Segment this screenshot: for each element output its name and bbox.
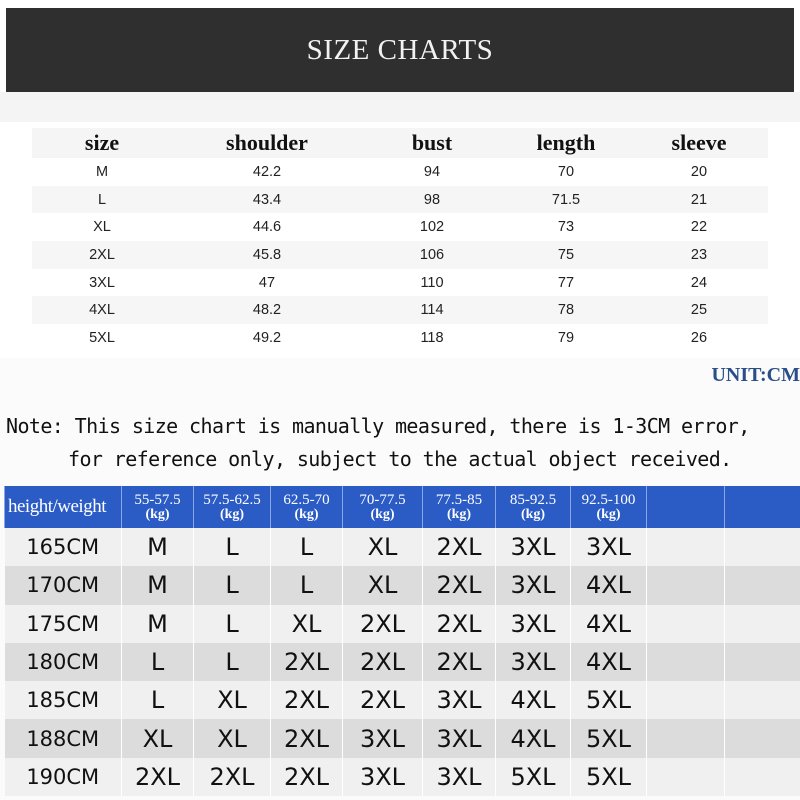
note-line-1: Note: This size chart is manually measured, there is 1-3CM error, xyxy=(6,414,750,438)
empty-cell xyxy=(725,566,800,604)
height-row xyxy=(5,719,800,757)
height-label: 190CM xyxy=(5,758,122,796)
size-cell: 77 xyxy=(557,274,575,291)
height-row xyxy=(5,566,800,604)
weight-range-label: 77.5-85 xyxy=(435,491,483,508)
weight-range-label: 62.5-70 xyxy=(283,491,330,508)
recommended-size-cell: 5XL xyxy=(571,681,647,719)
recommended-size-cell: 4XL xyxy=(571,643,647,681)
size-measurement-table xyxy=(32,128,768,352)
recommended-size-cell: L xyxy=(122,643,194,681)
recommended-size-cell: 4XL xyxy=(496,719,571,757)
recommended-size-cell: L xyxy=(122,681,194,719)
size-cell: 73 xyxy=(557,219,575,236)
empty-cell xyxy=(647,681,725,719)
size-cell: 78 xyxy=(502,296,630,324)
recommended-size-cell: 2XL xyxy=(343,681,423,719)
height-weight-header: height/weight xyxy=(5,486,122,528)
empty-cell xyxy=(725,643,800,681)
column-header: sleeve xyxy=(630,128,768,158)
empty-cell xyxy=(647,605,725,643)
size-cell: 106 xyxy=(362,241,502,269)
recommended-size-cell: L xyxy=(194,566,271,604)
recommended-size-cell: 3XL xyxy=(423,681,496,719)
recommended-size-cell: 5XL xyxy=(571,719,647,757)
recommended-size-cell: L xyxy=(194,528,271,566)
weight-unit-label: (kg) xyxy=(370,506,395,522)
empty-cell xyxy=(725,528,800,566)
empty-cell xyxy=(647,566,725,604)
empty-cell xyxy=(647,758,725,796)
weight-range-label: 92.5-100 xyxy=(581,491,636,508)
weight-unit-label: (kg) xyxy=(596,506,621,522)
size-cell: 70 xyxy=(557,163,575,180)
recommended-size-cell: XL xyxy=(194,681,271,719)
recommended-size-cell: XL xyxy=(122,719,194,757)
recommended-size-cell: 4XL xyxy=(571,566,647,604)
size-table-header-row xyxy=(32,128,768,158)
size-cell: 43.4 xyxy=(172,186,362,214)
size-cell: 110 xyxy=(420,274,444,291)
recommended-size-cell: L xyxy=(271,528,343,566)
empty-cell xyxy=(725,719,800,757)
size-cell: 24 xyxy=(690,274,708,291)
size-cell: 118 xyxy=(420,329,444,346)
weight-range-header xyxy=(343,486,423,528)
recommended-size-cell: 2XL xyxy=(423,605,496,643)
recommended-size-cell: 4XL xyxy=(496,681,571,719)
weight-unit-label: (kg) xyxy=(294,506,319,522)
recommended-size-cell: 3XL xyxy=(496,605,571,643)
weight-unit-label: (kg) xyxy=(219,506,245,522)
recommended-size-cell: 3XL xyxy=(343,719,423,757)
recommended-size-cell: XL xyxy=(343,566,423,604)
height-label: 185CM xyxy=(5,681,122,719)
recommended-size-cell: L xyxy=(194,605,271,643)
height-label: 175CM xyxy=(5,605,122,643)
weight-unit-label: (kg) xyxy=(145,506,170,522)
recommended-size-cell: 2XL xyxy=(423,643,496,681)
empty-header-cell xyxy=(725,486,800,528)
size-row xyxy=(32,186,768,214)
height-row xyxy=(5,758,800,796)
divider-band xyxy=(0,92,800,122)
empty-cell xyxy=(725,605,800,643)
size-cell: 23 xyxy=(630,241,768,269)
weight-range-header xyxy=(423,486,496,528)
size-cell: 48.2 xyxy=(172,296,362,324)
size-cell: 94 xyxy=(423,163,441,180)
size-cell: 5XL xyxy=(89,329,115,346)
size-cell: 25 xyxy=(630,296,768,324)
recommended-size-cell: 3XL xyxy=(496,643,571,681)
column-header: shoulder xyxy=(172,128,362,158)
weight-range-label: 57.5-62.5 xyxy=(203,491,261,508)
size-cell: 102 xyxy=(419,219,445,236)
empty-cell xyxy=(725,681,800,719)
recommended-size-cell: 2XL xyxy=(343,605,423,643)
size-cell: 22 xyxy=(690,219,708,236)
height-weight-table xyxy=(4,486,800,796)
height-row xyxy=(5,528,800,566)
size-row xyxy=(32,296,768,324)
height-label: 180CM xyxy=(5,643,122,681)
height-row xyxy=(5,605,800,643)
empty-cell xyxy=(647,719,725,757)
recommended-size-cell: 2XL xyxy=(343,643,423,681)
size-cell: M xyxy=(95,163,109,180)
recommended-size-cell: M xyxy=(122,528,194,566)
size-cell: 45.8 xyxy=(172,241,362,269)
recommended-size-cell: 2XL xyxy=(423,566,496,604)
size-row xyxy=(32,158,768,186)
page-title: SIZE CHARTS xyxy=(306,33,494,66)
recommended-size-cell: 2XL xyxy=(122,758,194,796)
size-row xyxy=(32,269,768,297)
recommended-size-cell: 2XL xyxy=(271,643,343,681)
recommended-size-cell: 5XL xyxy=(571,758,647,796)
recommended-size-cell: XL xyxy=(343,528,423,566)
weight-range-header xyxy=(496,486,571,528)
height-label: 165CM xyxy=(5,528,122,566)
recommended-size-cell: 3XL xyxy=(496,528,571,566)
recommended-size-cell: 2XL xyxy=(271,681,343,719)
empty-cell xyxy=(647,643,725,681)
weight-range-header xyxy=(571,486,647,528)
recommended-size-cell: M xyxy=(122,566,194,604)
recommended-size-cell: 3XL xyxy=(496,566,571,604)
size-cell: 42.2 xyxy=(252,163,282,180)
recommended-size-cell: 2XL xyxy=(423,528,496,566)
recommended-size-cell: L xyxy=(271,566,343,604)
recommended-size-cell: XL xyxy=(271,605,343,643)
column-header: length xyxy=(502,128,630,158)
recommended-size-cell: 5XL xyxy=(496,758,571,796)
height-label: 170CM xyxy=(5,566,122,604)
weight-unit-label: (kg) xyxy=(520,506,546,522)
recommended-size-cell: L xyxy=(194,643,271,681)
recommended-size-cell: 2XL xyxy=(194,758,271,796)
column-header: size xyxy=(32,128,172,158)
size-cell: 79 xyxy=(557,329,575,346)
weight-unit-label: (kg) xyxy=(446,506,472,522)
weight-range-label: 85-92.5 xyxy=(509,491,557,508)
height-row xyxy=(5,681,800,719)
size-cell: 20 xyxy=(690,163,708,180)
size-cell: 26 xyxy=(690,329,708,346)
weight-range-header xyxy=(194,486,271,528)
empty-header-cell xyxy=(647,486,725,528)
height-row xyxy=(5,643,800,681)
empty-cell xyxy=(725,758,800,796)
size-row xyxy=(32,241,768,269)
weight-header-row xyxy=(5,486,800,528)
size-cell: 47 xyxy=(258,274,276,291)
measurement-note xyxy=(6,410,796,476)
size-cell: 2XL xyxy=(32,241,172,269)
weight-range-header xyxy=(271,486,343,528)
size-cell: XL xyxy=(93,219,111,236)
size-cell: 75 xyxy=(502,241,630,269)
size-cell: 49.2 xyxy=(252,329,282,346)
recommended-size-cell: 2XL xyxy=(271,758,343,796)
recommended-size-cell: 3XL xyxy=(571,528,647,566)
size-cell: 4XL xyxy=(32,296,172,324)
size-cell: 3XL xyxy=(89,274,115,291)
size-row xyxy=(32,213,768,241)
size-cell: 44.6 xyxy=(252,219,282,236)
unit-label: UNIT:CM xyxy=(711,364,800,386)
note-line-2: for reference only, subject to the actual object received. xyxy=(68,447,732,471)
height-label: 188CM xyxy=(5,719,122,757)
column-header: bust xyxy=(362,128,502,158)
recommended-size-cell: XL xyxy=(194,719,271,757)
size-row xyxy=(32,324,768,352)
size-cell: 98 xyxy=(362,186,502,214)
size-cell: 21 xyxy=(630,186,768,214)
recommended-size-cell: 3XL xyxy=(423,719,496,757)
size-cell: 114 xyxy=(362,296,502,324)
empty-cell xyxy=(647,528,725,566)
weight-range-label: 70-77.5 xyxy=(359,491,406,508)
recommended-size-cell: 4XL xyxy=(571,605,647,643)
recommended-size-cell: M xyxy=(122,605,194,643)
title-banner xyxy=(6,8,794,92)
weight-range-label: 55-57.5 xyxy=(134,491,181,508)
size-cell: 71.5 xyxy=(502,186,630,214)
recommended-size-cell: 2XL xyxy=(271,719,343,757)
recommended-size-cell: 3XL xyxy=(423,758,496,796)
recommended-size-cell: 3XL xyxy=(343,758,423,796)
weight-range-header xyxy=(122,486,194,528)
size-cell: L xyxy=(32,186,172,214)
